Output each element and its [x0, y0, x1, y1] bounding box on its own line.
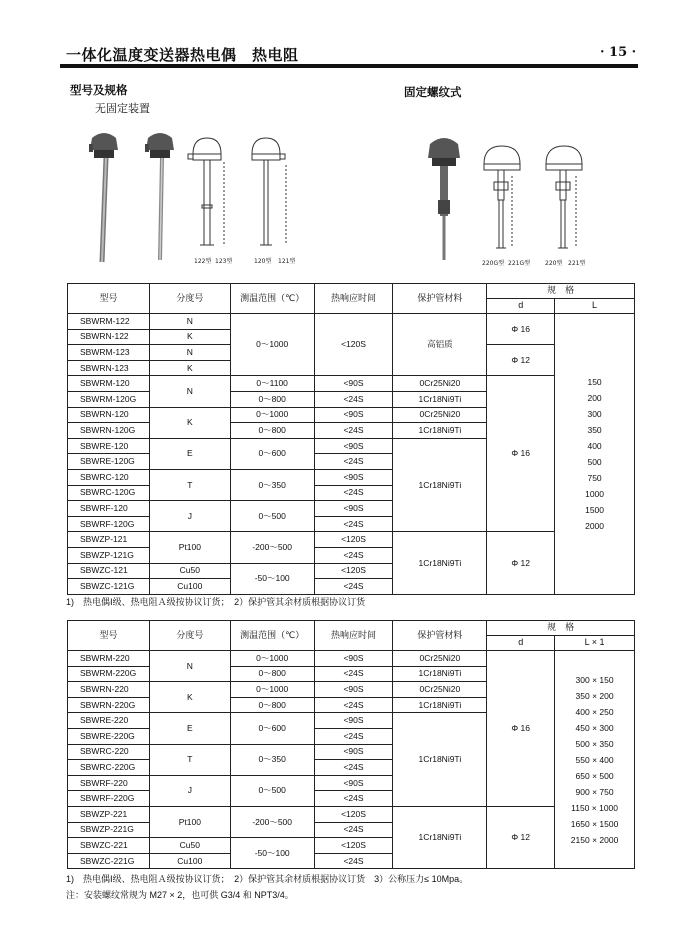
range-cell: 0～350: [230, 469, 314, 500]
response-cell: <90S: [314, 775, 393, 791]
material-cell: 1Cr18Ni9Ti: [393, 806, 487, 868]
length-value: 550 × 400: [575, 754, 614, 765]
model-cell: SBWZC-121G: [68, 579, 150, 595]
index-cell: T: [149, 469, 230, 500]
response-cell: <120S: [314, 806, 393, 822]
col-header-l: L × 1: [555, 636, 635, 651]
length-value: 750: [587, 472, 602, 483]
index-cell: E: [149, 713, 230, 744]
model-cell: SBWRE-220G: [68, 728, 150, 744]
header-rule: [60, 64, 638, 68]
response-cell: <24S: [314, 454, 393, 470]
length-value: 400 × 250: [575, 706, 614, 717]
response-cell: <24S: [314, 760, 393, 776]
range-cell: 0～600: [230, 438, 314, 469]
model-cell: SBWRM-122: [68, 314, 150, 330]
col-header-spec: 规 格: [487, 284, 635, 299]
model-cell: SBWRE-220: [68, 713, 150, 729]
caption-121: 121型: [278, 258, 296, 265]
length-value: 2000: [585, 520, 605, 531]
length-value: 300 × 150: [575, 674, 614, 685]
length-value: 200: [587, 392, 602, 403]
material-cell: 高铝质: [393, 314, 487, 376]
material-cell: 0Cr25Ni20: [393, 407, 487, 423]
response-cell: <90S: [314, 651, 393, 667]
response-cell: <90S: [314, 713, 393, 729]
model-cell: SBWRF-220G: [68, 791, 150, 807]
model-cell: SBWRN-220G: [68, 697, 150, 713]
d-cell: Φ 12: [487, 806, 555, 868]
model-cell: SBWRN-122: [68, 329, 150, 345]
response-cell: <90S: [314, 501, 393, 517]
model-cell: SBWRM-120: [68, 376, 150, 392]
index-cell: J: [149, 775, 230, 806]
col-header-model: 型号: [68, 284, 150, 314]
range-cell: 0～500: [230, 775, 314, 806]
probe-220g-drawing: [484, 146, 520, 248]
material-cell: 1Cr18Ni9Ti: [393, 666, 487, 682]
model-cell: SBWRN-120: [68, 407, 150, 423]
model-cell: SBWZC-121: [68, 563, 150, 579]
length-value: 1000: [585, 488, 605, 499]
range-cell: 0～1000: [230, 314, 314, 376]
length-values-cell: [555, 651, 635, 869]
model-cell: SBWZP-121G: [68, 547, 150, 563]
model-cell: SBWRC-120: [68, 469, 150, 485]
caption-220g: 220G型: [482, 260, 505, 267]
range-cell: 0～1100: [230, 376, 314, 392]
model-cell: SBWRC-220: [68, 744, 150, 760]
range-cell: 0～800: [230, 391, 314, 407]
probe-122-illustration: [89, 133, 118, 262]
material-cell: 0Cr25Ni20: [393, 682, 487, 698]
col-header-index: 分度号: [149, 284, 230, 314]
model-cell: SBWRN-120G: [68, 423, 150, 439]
material-cell: 1Cr18Ni9Ti: [393, 438, 487, 532]
table1-note: 1) 热电偶Ⅰ级、热电阻Ａ级按协议订货； 2）保护管其余材质根据协议订货: [66, 597, 366, 607]
col-header-l: L: [555, 299, 635, 314]
range-cell: -200～500: [230, 806, 314, 837]
material-cell: 1Cr18Ni9Ti: [393, 713, 487, 807]
d-cell: Φ 12: [487, 532, 555, 594]
index-cell: K: [149, 407, 230, 438]
caption-120: 120型: [254, 258, 272, 265]
response-cell: <24S: [314, 516, 393, 532]
col-header-range: 测温范围（℃）: [230, 284, 314, 314]
col-header-response: 热响应时间: [314, 284, 393, 314]
thermocouple-illustration-left: [80, 120, 310, 265]
index-cell: Pt100: [149, 806, 230, 837]
col-header-material: 保护管材料: [393, 284, 487, 314]
material-cell: 1Cr18Ni9Ti: [393, 391, 487, 407]
section-title-models: 型号及规格: [70, 83, 128, 97]
running-title: 一体化温度变送器热电偶 热电阻: [66, 46, 299, 64]
range-cell: 0～1000: [230, 651, 314, 667]
d-cell: Φ 16: [487, 314, 555, 345]
range-cell: -50～100: [230, 563, 314, 594]
table2-note: 1) 热电偶Ⅰ级、热电阻Ａ级按协议订货； 2）保护管其余材质根据协议订货 3）公称压力≤ 10Mpa。: [66, 874, 469, 884]
model-cell: SBWZP-221: [68, 806, 150, 822]
response-cell: <90S: [314, 376, 393, 392]
response-cell: <24S: [314, 391, 393, 407]
index-cell: Cu100: [149, 853, 230, 869]
caption-123: 123型: [215, 258, 233, 265]
index-cell: K: [149, 360, 230, 376]
length-value: 500 × 350: [575, 738, 614, 749]
index-cell: Cu50: [149, 838, 230, 854]
material-cell: 1Cr18Ni9Ti: [393, 532, 487, 594]
index-cell: Cu50: [149, 563, 230, 579]
response-cell: <24S: [314, 853, 393, 869]
response-cell: <90S: [314, 407, 393, 423]
model-cell: SBWRE-120: [68, 438, 150, 454]
model-cell: SBWRF-120: [68, 501, 150, 517]
length-value: 350 × 200: [575, 690, 614, 701]
model-cell: SBWRC-120G: [68, 485, 150, 501]
d-cell: Φ 12: [487, 345, 555, 376]
caption-221: 221型: [568, 260, 586, 267]
spec-table-2: [67, 620, 635, 869]
response-cell: <120S: [314, 314, 393, 376]
model-cell: SBWZC-221G: [68, 853, 150, 869]
model-cell: SBWRF-220: [68, 775, 150, 791]
probe-121-drawing: [252, 138, 286, 245]
page-number: · 15 ·: [600, 45, 637, 60]
section-subtitle-no-fixing: 无固定装置: [95, 102, 150, 115]
length-value: 650 × 500: [575, 770, 614, 781]
length-values-cell: [555, 314, 635, 595]
model-cell: SBWRN-220: [68, 682, 150, 698]
response-cell: <24S: [314, 666, 393, 682]
index-cell: K: [149, 682, 230, 713]
caption-220: 220型: [545, 260, 563, 267]
probe-123-illustration: [145, 133, 174, 260]
index-cell: T: [149, 744, 230, 775]
response-cell: <90S: [314, 744, 393, 760]
model-cell: SBWRF-120G: [68, 516, 150, 532]
col-header-d: d: [487, 299, 555, 314]
model-cell: SBWRE-120G: [68, 454, 150, 470]
model-cell: SBWRC-220G: [68, 760, 150, 776]
model-cell: SBWZP-221G: [68, 822, 150, 838]
spec-table-1: [67, 283, 635, 595]
index-cell: N: [149, 376, 230, 407]
response-cell: <120S: [314, 563, 393, 579]
model-cell: SBWRM-120G: [68, 391, 150, 407]
response-cell: <90S: [314, 682, 393, 698]
response-cell: <24S: [314, 822, 393, 838]
range-cell: 0～350: [230, 744, 314, 775]
col-header-spec: 规 格: [487, 621, 635, 636]
response-cell: <24S: [314, 728, 393, 744]
range-cell: -50～100: [230, 838, 314, 869]
length-value: 400: [587, 440, 602, 451]
caption-122: 122型: [194, 258, 212, 265]
index-cell: J: [149, 501, 230, 532]
col-header-d: d: [487, 636, 555, 651]
model-cell: SBWRM-220G: [68, 666, 150, 682]
col-header-range: 测温范围（℃）: [230, 621, 314, 651]
response-cell: <24S: [314, 697, 393, 713]
length-value: 1500: [585, 504, 605, 515]
response-cell: <90S: [314, 469, 393, 485]
index-cell: N: [149, 345, 230, 361]
response-cell: <24S: [314, 579, 393, 595]
response-cell: <90S: [314, 438, 393, 454]
col-header-material: 保护管材料: [393, 621, 487, 651]
index-cell: E: [149, 438, 230, 469]
col-header-index: 分度号: [149, 621, 230, 651]
range-cell: 0～500: [230, 501, 314, 532]
col-header-model: 型号: [68, 621, 150, 651]
d-cell: Φ 16: [487, 651, 555, 807]
model-cell: SBWRN-123: [68, 360, 150, 376]
material-cell: 0Cr25Ni20: [393, 376, 487, 392]
length-value: 350: [587, 424, 602, 435]
length-value: 150: [587, 376, 602, 387]
range-cell: 0～600: [230, 713, 314, 744]
probe-220-drawing: [546, 146, 582, 248]
length-value: 500: [587, 456, 602, 467]
range-cell: -200～500: [230, 532, 314, 563]
section-title-threaded: 固定螺纹式: [404, 85, 462, 99]
response-cell: <24S: [314, 423, 393, 439]
length-value: 2150 × 2000: [570, 834, 619, 845]
model-cell: SBWZC-221: [68, 838, 150, 854]
material-cell: 1Cr18Ni9Ti: [393, 697, 487, 713]
d-cell: Φ 16: [487, 376, 555, 532]
thread-note: 注：安装螺纹常规为 M27 × 2，也可供 G3/4 和 NPT3/4。: [66, 890, 294, 900]
range-cell: 0～1000: [230, 407, 314, 423]
range-cell: 0～800: [230, 666, 314, 682]
model-cell: SBWRM-220: [68, 651, 150, 667]
length-value: 300: [587, 408, 602, 419]
response-cell: <24S: [314, 485, 393, 501]
model-cell: SBWRM-123: [68, 345, 150, 361]
response-cell: <24S: [314, 547, 393, 563]
index-cell: Cu100: [149, 579, 230, 595]
probe-threaded-photo-illustration: [428, 138, 460, 260]
index-cell: K: [149, 329, 230, 345]
model-cell: SBWZP-121: [68, 532, 150, 548]
material-cell: 0Cr25Ni20: [393, 651, 487, 667]
index-cell: Pt100: [149, 532, 230, 563]
response-cell: <120S: [314, 532, 393, 548]
thermocouple-illustration-right: [410, 120, 610, 265]
length-value: 900 × 750: [575, 786, 614, 797]
col-header-response: 热响应时间: [314, 621, 393, 651]
response-cell: <120S: [314, 838, 393, 854]
range-cell: 0～800: [230, 697, 314, 713]
index-cell: N: [149, 651, 230, 682]
response-cell: <24S: [314, 791, 393, 807]
range-cell: 0～1000: [230, 682, 314, 698]
material-cell: 1Cr18Ni9Ti: [393, 423, 487, 439]
length-value: 1650 × 1500: [570, 818, 619, 829]
probe-120-drawing: [188, 138, 224, 245]
length-value: 1150 × 1000: [571, 802, 618, 813]
range-cell: 0～800: [230, 423, 314, 439]
caption-221g: 221G型: [508, 260, 531, 267]
index-cell: N: [149, 314, 230, 330]
length-value: 450 × 300: [575, 722, 614, 733]
